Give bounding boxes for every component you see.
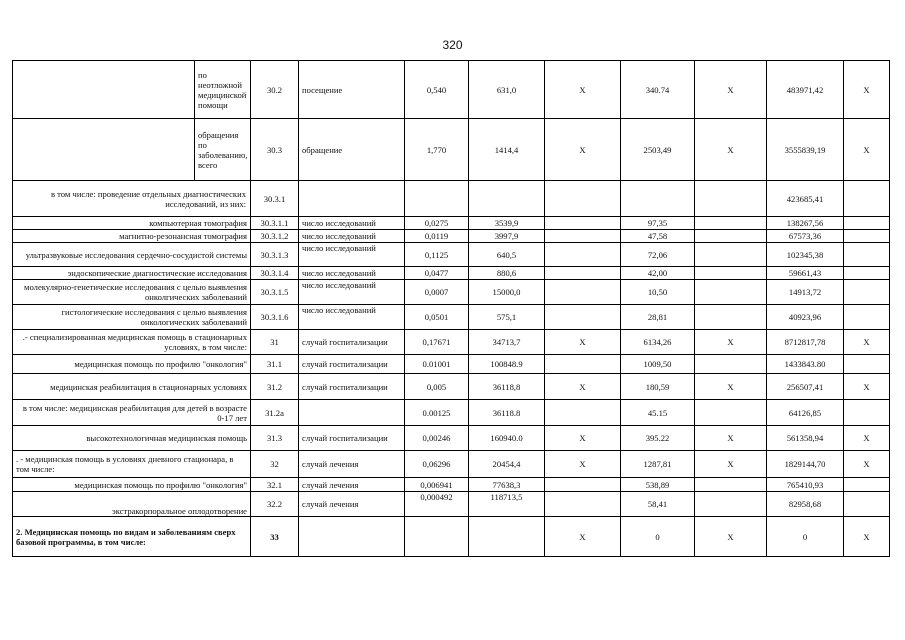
cell-share: X [844, 517, 890, 557]
row-spacer [13, 119, 195, 181]
cell-volume: 0.01001 [405, 355, 469, 374]
cell-budget-per-capita [545, 478, 621, 492]
cell-oms-total: 64126,85 [767, 400, 844, 426]
table-row [13, 61, 890, 119]
table-row [13, 267, 890, 280]
cell-budget-per-capita [545, 280, 621, 305]
cell-oms-total: 483971,42 [767, 61, 844, 119]
cell-cost: 77638,3 [469, 478, 545, 492]
table-row [13, 426, 890, 451]
table-row [13, 280, 890, 305]
cell-budget-per-capita: X [545, 517, 621, 557]
table-row [13, 243, 890, 267]
cell-budget-per-capita: X [545, 61, 621, 119]
cell-share: X [844, 119, 890, 181]
row-spacer [13, 61, 195, 119]
cell-cost: 118713,5 [469, 492, 545, 517]
row-unit: число исследований [299, 280, 405, 305]
cell-share [844, 400, 890, 426]
cell-budget-per-capita: X [545, 374, 621, 400]
cell-oms-total: 3555839,19 [767, 119, 844, 181]
cell-cost: 1414,4 [469, 119, 545, 181]
cell-oms-total: 8712817,78 [767, 330, 844, 355]
cell-budget-per-capita: X [545, 119, 621, 181]
cell-volume: 0,00246 [405, 426, 469, 451]
cell-budget-total [695, 280, 767, 305]
cell-volume: 0,005 [405, 374, 469, 400]
table-row [13, 374, 890, 400]
row-code: 32.1 [251, 478, 299, 492]
cell-volume: 0,1125 [405, 243, 469, 267]
table-row [13, 230, 890, 243]
cell-budget-total [695, 181, 767, 217]
cell-oms-total: 765410,93 [767, 478, 844, 492]
cell-budget-total: X [695, 119, 767, 181]
row-name: ультразвуковые исследования сердечно-сосудистой системы [13, 243, 251, 267]
row-name: 2. Медицинская помощь по видам и заболеваниям сверх базовой программы, в том числе: [13, 517, 251, 557]
cell-volume: 0,0501 [405, 305, 469, 330]
row-name: экстракорпоральное оплодотворение [13, 492, 251, 517]
row-code: 33 [251, 517, 299, 557]
cell-budget-per-capita [545, 492, 621, 517]
row-code: 31.1 [251, 355, 299, 374]
cell-budget-per-capita [545, 400, 621, 426]
row-unit: число исследований [299, 243, 405, 267]
cell-cost: 640,5 [469, 243, 545, 267]
cell-oms-total: 423685,41 [767, 181, 844, 217]
cell-share: X [844, 451, 890, 478]
row-unit: посещение [299, 61, 405, 119]
cell-cost: 880,6 [469, 267, 545, 280]
cell-oms-total: 59661,43 [767, 267, 844, 280]
row-code: 30.3.1.5 [251, 280, 299, 305]
table-row [13, 305, 890, 330]
cell-cost: 100848.9 [469, 355, 545, 374]
row-code: 30.2 [251, 61, 299, 119]
row-unit: случай госпитализации [299, 355, 405, 374]
cell-cost: 34713,7 [469, 330, 545, 355]
row-name: гистологические исследования с целью выявления онкологических заболеваний [13, 305, 251, 330]
cell-oms-per-capita: 6134,26 [621, 330, 695, 355]
table-row [13, 330, 890, 355]
cell-oms-total: 1829144,70 [767, 451, 844, 478]
row-code: 32 [251, 451, 299, 478]
cell-share [844, 478, 890, 492]
cell-budget-per-capita [545, 305, 621, 330]
cell-oms-per-capita: 1009,50 [621, 355, 695, 374]
row-code: 31.2 [251, 374, 299, 400]
cell-budget-per-capita: X [545, 330, 621, 355]
row-unit: число исследований [299, 267, 405, 280]
table-row [13, 451, 890, 478]
row-unit: обращение [299, 119, 405, 181]
cell-oms-per-capita: 97,35 [621, 217, 695, 230]
cell-share [844, 355, 890, 374]
financing-table [12, 60, 890, 557]
row-name: в том числе: медицинская реабилитация для детей в возрасте 0-17 лет [13, 400, 251, 426]
cell-budget-total [695, 243, 767, 267]
row-name: эндоскопические диагностические исследования [13, 267, 251, 280]
cell-budget-total [695, 305, 767, 330]
cell-share: X [844, 61, 890, 119]
cell-share [844, 280, 890, 305]
cell-oms-total: 138267,56 [767, 217, 844, 230]
cell-oms-total: 561358,94 [767, 426, 844, 451]
cell-volume: 0.00125 [405, 400, 469, 426]
cell-budget-per-capita [545, 181, 621, 217]
row-name: . - медицинская помощь в условиях дневного стационара, в том числе: [13, 451, 251, 478]
row-code: 30.3.1.6 [251, 305, 299, 330]
cell-oms-per-capita: 180,59 [621, 374, 695, 400]
row-code: 31.3 [251, 426, 299, 451]
cell-cost: 36118,8 [469, 374, 545, 400]
cell-oms-total: 102345,38 [767, 243, 844, 267]
cell-budget-total [695, 478, 767, 492]
row-code: 30.3.1.1 [251, 217, 299, 230]
cell-oms-per-capita: 72,06 [621, 243, 695, 267]
cell-oms-per-capita: 58,41 [621, 492, 695, 517]
cell-budget-per-capita [545, 217, 621, 230]
cell-cost: 20454,4 [469, 451, 545, 478]
cell-share: X [844, 374, 890, 400]
cell-cost: 15000,0 [469, 280, 545, 305]
cell-budget-per-capita: X [545, 451, 621, 478]
cell-budget-total: X [695, 61, 767, 119]
cell-share [844, 181, 890, 217]
row-code: 30.3.1 [251, 181, 299, 217]
cell-oms-per-capita: 47,58 [621, 230, 695, 243]
cell-volume: 0,06296 [405, 451, 469, 478]
cell-oms-per-capita: 0 [621, 517, 695, 557]
row-unit: случай госпитализации [299, 374, 405, 400]
cell-oms-total: 67573,36 [767, 230, 844, 243]
row-code: 32.2 [251, 492, 299, 517]
row-code: 30.3 [251, 119, 299, 181]
table-row [13, 119, 890, 181]
cell-cost: 631,0 [469, 61, 545, 119]
cell-budget-total [695, 492, 767, 517]
cell-cost: 3997,9 [469, 230, 545, 243]
table-row [13, 217, 890, 230]
cell-budget-total: X [695, 426, 767, 451]
cell-oms-per-capita: 2503,49 [621, 119, 695, 181]
cell-budget-total: X [695, 374, 767, 400]
cell-share [844, 267, 890, 280]
row-code: 30.3.1.4 [251, 267, 299, 280]
row-unit: число исследований [299, 230, 405, 243]
cell-share: X [844, 330, 890, 355]
row-name: медицинская реабилитация в стационарных условиях [13, 374, 251, 400]
cell-cost: 36118.8 [469, 400, 545, 426]
cell-budget-total [695, 267, 767, 280]
cell-oms-per-capita: 395.22 [621, 426, 695, 451]
cell-oms-total: 14913,72 [767, 280, 844, 305]
table-row [13, 478, 890, 492]
cell-volume [405, 517, 469, 557]
cell-volume: 0,0007 [405, 280, 469, 305]
cell-volume: 0,0477 [405, 267, 469, 280]
cell-volume: 0,006941 [405, 478, 469, 492]
row-name: высокотехнологичная медицинская помощь [13, 426, 251, 451]
cell-oms-total: 40923,96 [767, 305, 844, 330]
cell-budget-total [695, 355, 767, 374]
page-number: 320 [442, 38, 463, 52]
table-row [13, 355, 890, 374]
table-row [13, 492, 890, 517]
cell-budget-total [695, 400, 767, 426]
row-unit: случай госпитализации [299, 330, 405, 355]
row-unit: число исследований [299, 305, 405, 330]
cell-volume: 1,770 [405, 119, 469, 181]
cell-volume: 0,0275 [405, 217, 469, 230]
cell-oms-total: 82958,68 [767, 492, 844, 517]
cell-budget-per-capita: X [545, 426, 621, 451]
cell-share [844, 217, 890, 230]
cell-budget-per-capita [545, 243, 621, 267]
cell-oms-total: 256507,41 [767, 374, 844, 400]
cell-oms-per-capita: 42,00 [621, 267, 695, 280]
cell-volume [405, 181, 469, 217]
cell-cost: 160940.0 [469, 426, 545, 451]
row-name: в том числе: проведение отдельных диагностических исследований, из них: [13, 181, 251, 217]
cell-share [844, 230, 890, 243]
cell-volume: 0,000492 [405, 492, 469, 517]
row-code: 30.3.1.2 [251, 230, 299, 243]
cell-oms-total: 1433843.80 [767, 355, 844, 374]
cell-budget-total: X [695, 451, 767, 478]
cell-share [844, 305, 890, 330]
cell-cost: 575,1 [469, 305, 545, 330]
cell-budget-per-capita [545, 267, 621, 280]
cell-oms-per-capita: 10,50 [621, 280, 695, 305]
table-row [13, 181, 890, 217]
cell-oms-total: 0 [767, 517, 844, 557]
row-name: компьютерная томография [13, 217, 251, 230]
cell-oms-per-capita [621, 181, 695, 217]
row-name: медицинская помощь по профилю "онкология" [13, 355, 251, 374]
row-unit [299, 400, 405, 426]
cell-oms-per-capita: 340.74 [621, 61, 695, 119]
cell-cost [469, 181, 545, 217]
row-unit: случай лечения [299, 451, 405, 478]
cell-oms-per-capita: 45.15 [621, 400, 695, 426]
cell-cost [469, 517, 545, 557]
row-unit: случай лечения [299, 478, 405, 492]
row-name: молекулярно-генетические исследования с целью выявления онколгических заболеваний [13, 280, 251, 305]
cell-oms-per-capita: 28,81 [621, 305, 695, 330]
row-name: магнитно-резонансная томография [13, 230, 251, 243]
cell-budget-per-capita [545, 230, 621, 243]
row-unit: число исследований [299, 217, 405, 230]
cell-share [844, 243, 890, 267]
cell-share [844, 492, 890, 517]
cell-volume: 0,540 [405, 61, 469, 119]
cell-cost: 3539,9 [469, 217, 545, 230]
cell-oms-per-capita: 538,89 [621, 478, 695, 492]
row-name: медицинская помощь по профилю "онкология" [13, 478, 251, 492]
cell-budget-total: X [695, 517, 767, 557]
table-row [13, 517, 890, 557]
row-name: .- специализированная медицинская помощь в стационарных условиях, в том числе: [13, 330, 251, 355]
row-unit [299, 517, 405, 557]
cell-volume: 0,17671 [405, 330, 469, 355]
cell-budget-total: X [695, 330, 767, 355]
cell-budget-per-capita [545, 355, 621, 374]
row-code: 30.3.1.3 [251, 243, 299, 267]
row-unit [299, 181, 405, 217]
row-name: по неотложной медицинской помощи [195, 61, 251, 119]
row-unit: случай госпитализации [299, 426, 405, 451]
cell-oms-per-capita: 1287,81 [621, 451, 695, 478]
row-unit: случай лечения [299, 492, 405, 517]
row-name: обращения по заболеванию, всего [195, 119, 251, 181]
row-code: 31 [251, 330, 299, 355]
table-row [13, 400, 890, 426]
cell-budget-total [695, 230, 767, 243]
cell-budget-total [695, 217, 767, 230]
cell-share: X [844, 426, 890, 451]
row-code: 31.2а [251, 400, 299, 426]
cell-volume: 0,0119 [405, 230, 469, 243]
